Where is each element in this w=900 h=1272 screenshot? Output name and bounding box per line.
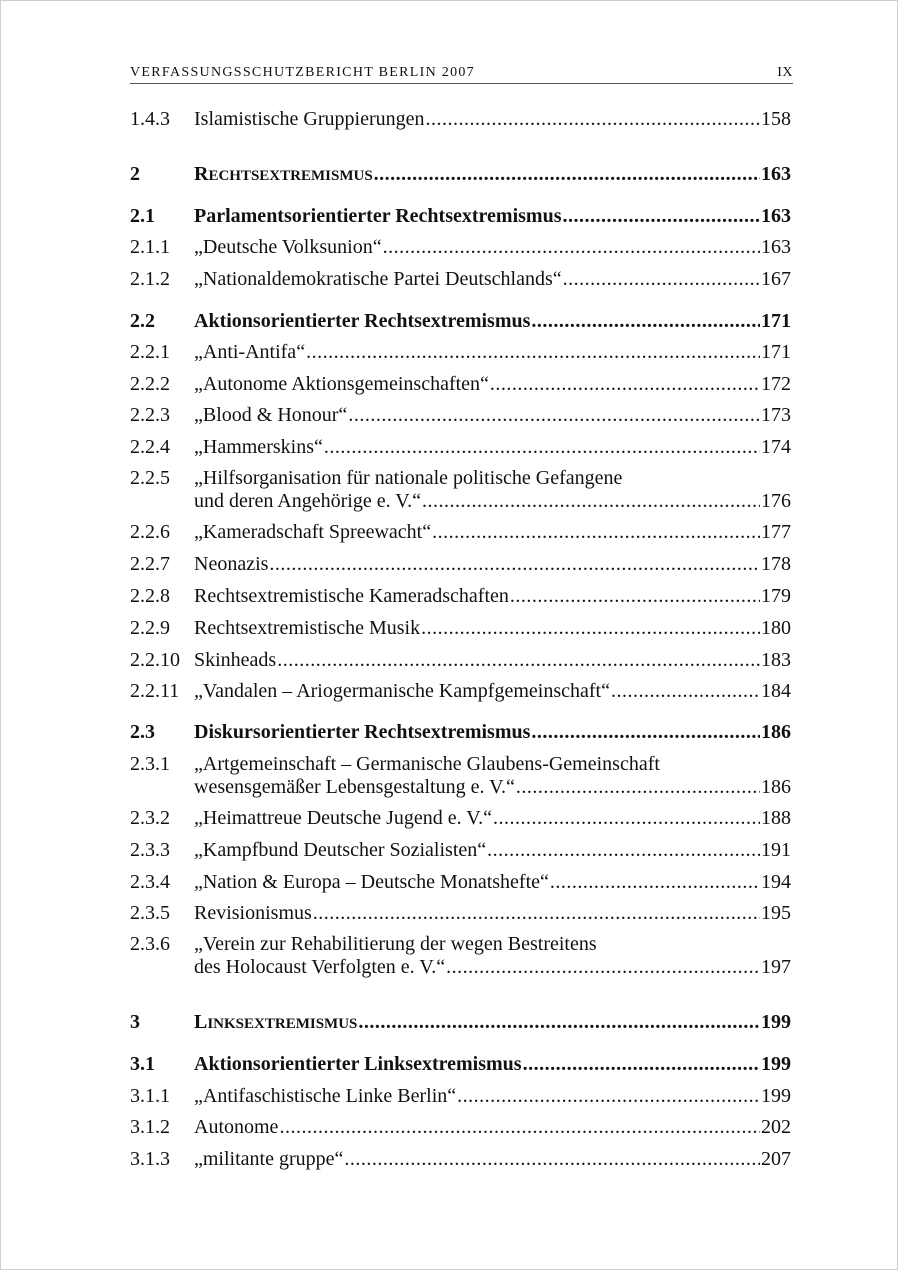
entry-title: „Nation & Europa – Deutsche Monatshefte“ (194, 871, 549, 893)
dot-leader (358, 1011, 760, 1034)
entry-number: 2.2.2 (130, 373, 170, 395)
entry-number: 2.1.2 (130, 268, 170, 290)
entry-number: 2.2.5 (130, 467, 170, 489)
entry-number: 3.1.2 (130, 1116, 170, 1138)
dot-leader (563, 268, 760, 291)
entry-title: „Autonome Aktionsgemeinschaften“ (194, 373, 489, 395)
dot-leader (306, 341, 760, 364)
dot-leader (324, 436, 760, 459)
entry-title: Rechtsextremistische Kameradschaften (194, 585, 509, 607)
entry-number: 2.3 (130, 721, 155, 743)
entry-page: 202 (761, 1116, 791, 1138)
entry-page: 172 (761, 373, 791, 395)
dot-leader (510, 585, 760, 608)
entry-number: 2.1.1 (130, 236, 170, 258)
entry-page: 177 (761, 521, 791, 543)
entry-page: 199 (761, 1011, 791, 1033)
entry-number: 3.1 (130, 1053, 155, 1075)
dot-leader (531, 721, 760, 744)
entry-page: 180 (761, 617, 791, 639)
entry-title: „Anti-Antifa“ (194, 341, 306, 363)
entry-page: 186 (761, 721, 791, 743)
entry-title-line1: „Artgemeinschaft – Germanische Glaubens-Gemeinschaft (194, 753, 660, 775)
entry-page: 171 (761, 310, 791, 332)
entry-title: Islamistische Gruppierungen (194, 108, 425, 130)
entry-page: 171 (761, 341, 791, 363)
entry-page: 178 (761, 553, 791, 575)
entry-page: 173 (761, 404, 791, 426)
dot-leader (374, 163, 760, 186)
entry-title-line1: „Hilfsorganisation für nationale politische Gefangene (194, 467, 623, 489)
entry-number: 2.3.2 (130, 807, 170, 829)
entry-title: „Vandalen – Ariogermanische Kampfgemeinschaft“ (194, 680, 610, 702)
entry-title: Neonazis (194, 553, 269, 575)
entry-number: 2.2.11 (130, 680, 180, 702)
entry-title: „Deutsche Volksunion“ (194, 236, 382, 258)
entry-title: Diskursorientierter Rechtsextremismus (194, 721, 531, 743)
entry-title: „Nationaldemokratische Partei Deutschlands“ (194, 268, 562, 290)
dot-leader (611, 680, 760, 703)
entry-page: 207 (761, 1148, 791, 1170)
dot-leader (550, 871, 760, 894)
entry-page: 195 (761, 902, 791, 924)
dot-leader (348, 404, 760, 427)
entry-number: 2.2.7 (130, 553, 170, 575)
entry-title-line2: des Holocaust Verfolgten e. V.“ (194, 956, 446, 978)
entry-number: 2.2.6 (130, 521, 170, 543)
dot-leader (432, 521, 760, 544)
dot-leader (493, 807, 760, 830)
entry-title-line2: wesensgemäßer Lebensgestaltung e. V.“ (194, 776, 515, 798)
entry-page: 184 (761, 680, 791, 702)
entry-number: 2.3.3 (130, 839, 170, 861)
dot-leader (277, 649, 760, 672)
entry-page: 191 (761, 839, 791, 861)
entry-page: 163 (761, 163, 791, 185)
running-header (130, 63, 793, 84)
dot-leader (421, 617, 760, 640)
entry-number: 2.2.10 (130, 649, 180, 671)
entry-title: „Heimattreue Deutsche Jugend e. V.“ (194, 807, 493, 829)
entry-number: 2.1 (130, 205, 155, 227)
dot-leader (457, 1085, 760, 1108)
dot-leader (422, 490, 760, 513)
entry-title-line2: und deren Angehörige e. V.“ (194, 490, 421, 512)
entry-number: 3.1.3 (130, 1148, 170, 1170)
entry-title: „militante gruppe“ (194, 1148, 344, 1170)
entry-page: 186 (761, 776, 791, 798)
entry-page: 176 (761, 490, 791, 512)
entry-title: Aktionsorientierter Rechtsextremismus (194, 310, 531, 332)
entry-number: 2.2.8 (130, 585, 170, 607)
entry-number: 3.1.1 (130, 1085, 170, 1107)
dot-leader (426, 108, 761, 131)
entry-page: 163 (761, 236, 791, 258)
entry-page: 167 (761, 268, 791, 290)
entry-title: Rechtsextremistische Musik (194, 617, 421, 639)
entry-number: 2.2.3 (130, 404, 170, 426)
entry-title: Autonome (194, 1116, 279, 1138)
entry-page: 174 (761, 436, 791, 458)
entry-title: LINKSEXTREMISMUS (194, 1011, 358, 1033)
dot-leader (487, 839, 760, 862)
entry-page: 197 (761, 956, 791, 978)
dot-leader (523, 1053, 760, 1076)
dot-leader (516, 776, 760, 799)
entry-title: „Antifaschistische Linke Berlin“ (194, 1085, 457, 1107)
dot-leader (562, 205, 760, 228)
entry-title-line1: „Verein zur Rehabilitierung der wegen Bestreitens (194, 933, 597, 955)
entry-page: 183 (761, 649, 791, 671)
header-title: VERFASSUNGSSCHUTZBERICHT BERLIN 2007 (130, 65, 475, 80)
entry-title: Aktionsorientierter Linksextremismus (194, 1053, 522, 1075)
dot-leader (269, 553, 760, 576)
entry-number: 2.3.5 (130, 902, 170, 924)
dot-leader (383, 236, 760, 259)
entry-number: 2.3.4 (130, 871, 170, 893)
dot-leader (446, 956, 760, 979)
entry-title: Revisionismus (194, 902, 312, 924)
dot-leader (279, 1116, 760, 1139)
entry-page: 188 (761, 807, 791, 829)
entry-title: „Hammerskins“ (194, 436, 323, 458)
entry-title: „Kampfbund Deutscher Sozialisten“ (194, 839, 487, 861)
entry-number: 3 (130, 1011, 140, 1033)
entry-page: 158 (761, 108, 791, 130)
entry-number: 2.2.4 (130, 436, 170, 458)
dot-leader (344, 1148, 760, 1171)
header-page-number: IX (777, 65, 793, 80)
entry-page: 179 (761, 585, 791, 607)
entry-title: „Blood & Honour“ (194, 404, 348, 426)
entry-page: 199 (761, 1053, 791, 1075)
entry-number: 2.2.1 (130, 341, 170, 363)
entry-page: 194 (761, 871, 791, 893)
dot-leader (531, 310, 760, 333)
dot-leader (490, 373, 760, 396)
entry-number: 2.2 (130, 310, 155, 332)
entry-title: RECHTSEXTREMISMUS (194, 163, 373, 185)
entry-title: Parlamentsorientierter Rechtsextremismus (194, 205, 562, 227)
entry-number: 2.2.9 (130, 617, 170, 639)
entry-number: 2.3.6 (130, 933, 170, 955)
entry-number: 1.4.3 (130, 108, 170, 130)
entry-title: „Kameradschaft Spreewacht“ (194, 521, 432, 543)
entry-title: Skinheads (194, 649, 277, 671)
entry-number: 2.3.1 (130, 753, 170, 775)
entry-page: 199 (761, 1085, 791, 1107)
dot-leader (313, 902, 760, 925)
entry-page: 163 (761, 205, 791, 227)
entry-number: 2 (130, 163, 140, 185)
